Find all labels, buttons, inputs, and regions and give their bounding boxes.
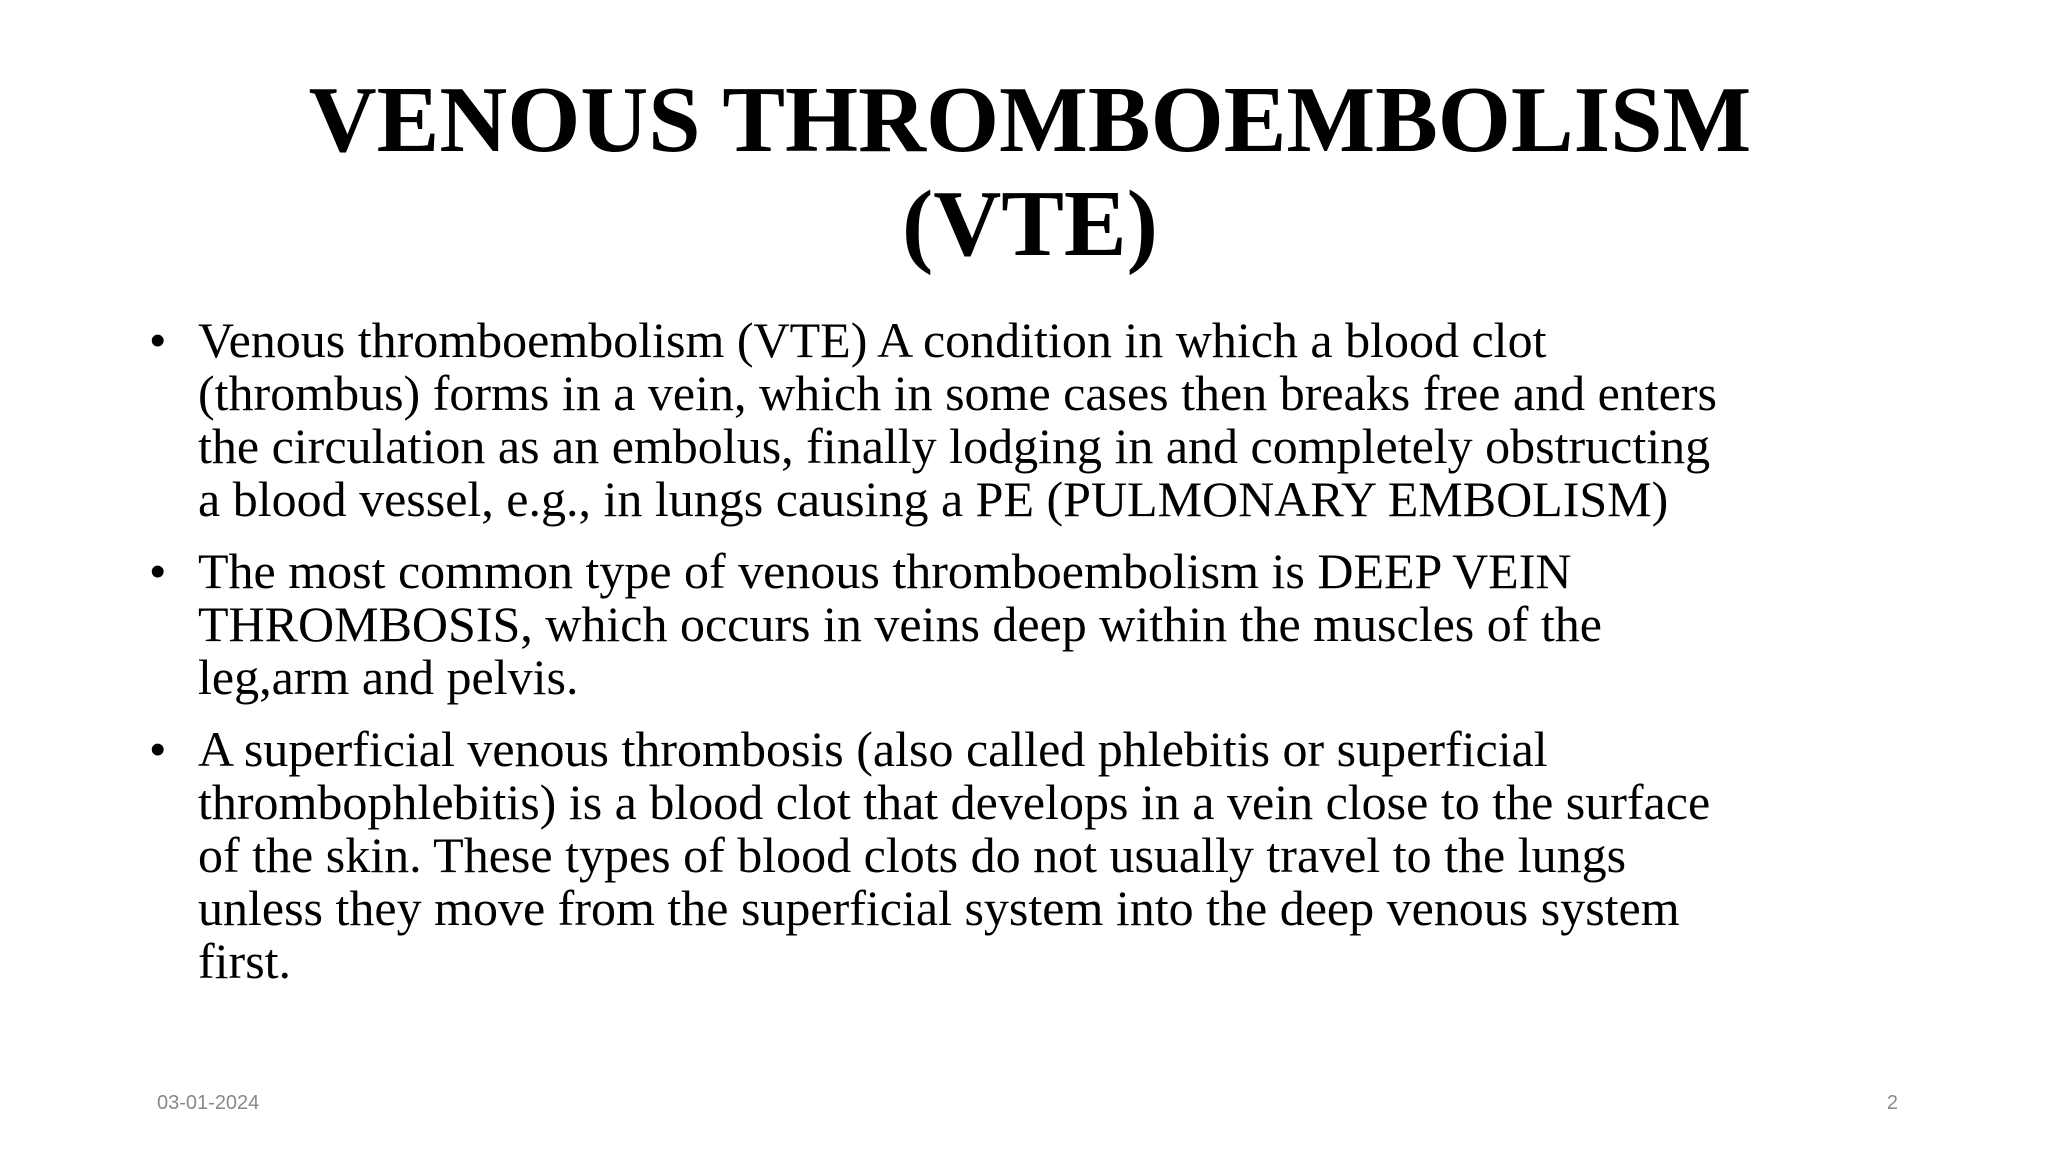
bullet-line: thrombophlebitis) is a blood clot that develops in a vein close to the surface (198, 774, 1711, 830)
bullet-line: unless they move from the superficial system into the deep venous system (198, 880, 1680, 936)
bullet-marker: • (150, 547, 166, 596)
bullet-line: The most common type of venous thromboembolism is DEEP VEIN (198, 543, 1572, 599)
bullet-line: Venous thromboembolism (VTE) A condition in which a blood clot (198, 312, 1547, 368)
bullet-marker: • (150, 316, 166, 365)
slide-title-line-1: VENOUS THROMBOEMBOLISM (308, 68, 1752, 172)
footer-page-number: 2 (1886, 1092, 1898, 1114)
slide-title (180, 68, 1880, 276)
bullet-item-vte-definition (150, 314, 1910, 526)
slide-title-line-2: (VTE) (902, 172, 1158, 276)
bullet-line: (thrombus) forms in a vein, which in some cases then breaks free and enters (198, 365, 1717, 421)
bullet-item-dvt (150, 545, 1910, 704)
bullet-line: THROMBOSIS, which occurs in veins deep within the muscles of the (198, 596, 1602, 652)
bullet-marker: • (150, 725, 166, 774)
bullet-line: A superficial venous thrombosis (also called phlebitis or superficial (198, 721, 1548, 777)
bullet-list (150, 314, 1910, 1007)
bullet-item-superficial-thrombosis (150, 723, 1910, 988)
bullet-line: first. (198, 933, 292, 989)
bullet-line: the circulation as an embolus, finally lodging in and completely obstructing (198, 418, 1711, 474)
footer-date: 03-01-2024 (157, 1092, 260, 1114)
bullet-line: of the skin. These types of blood clots do not usually travel to the lungs (198, 827, 1627, 883)
bullet-line: a blood vessel, e.g., in lungs causing a PE (PULMONARY EMBOLISM) (198, 471, 1669, 527)
bullet-line: leg,arm and pelvis. (198, 649, 579, 705)
